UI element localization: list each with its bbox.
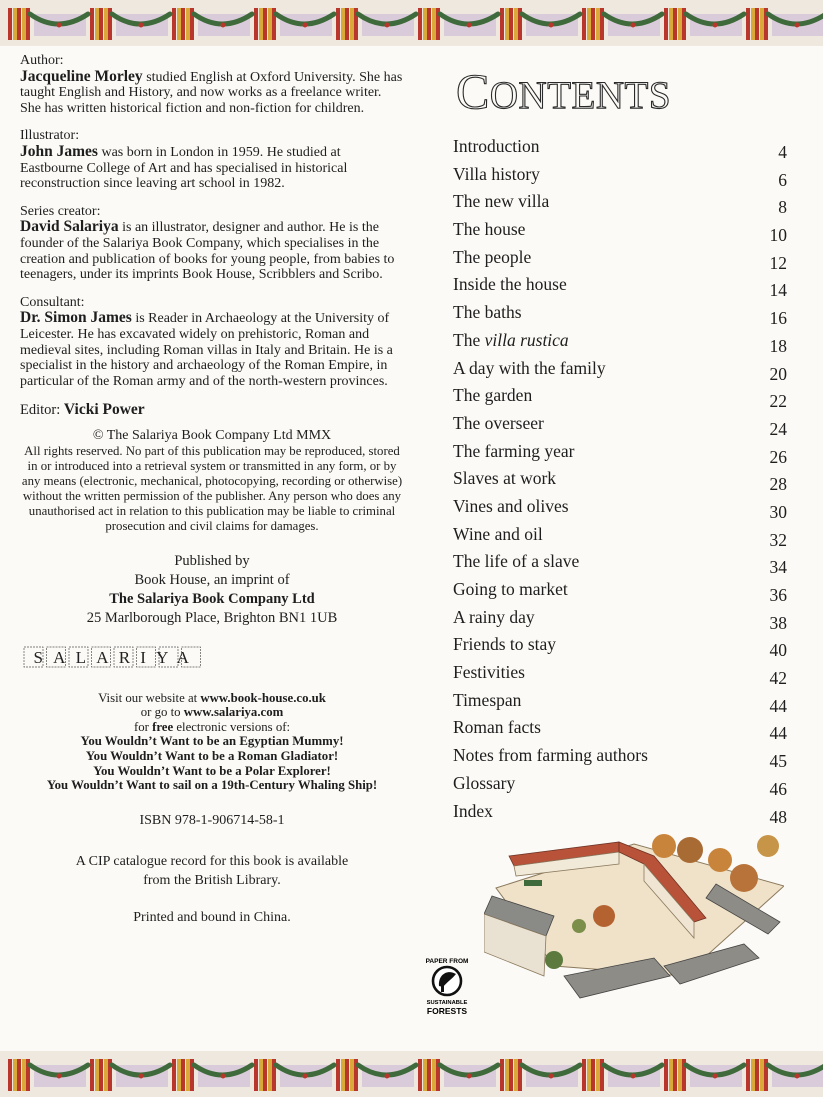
toc-page: 42 xyxy=(769,668,787,689)
toc-entry[interactable] xyxy=(447,662,787,690)
toc-entry[interactable] xyxy=(447,219,787,247)
toc-page: 38 xyxy=(769,612,787,633)
toc-title: Notes from farming authors xyxy=(453,745,648,766)
toc-title: The life of a slave xyxy=(453,551,580,572)
toc-entry[interactable] xyxy=(447,468,787,496)
toc-title: Timespan xyxy=(453,689,522,710)
toc-entry[interactable] xyxy=(447,496,787,524)
toc-page: 26 xyxy=(769,446,787,467)
toc-entry[interactable] xyxy=(447,191,787,219)
toc-title: Index xyxy=(453,800,493,821)
ebook-title: You Wouldn’t Want to be an Egyptian Mummy! xyxy=(80,734,344,749)
cip-record: A CIP catalogue record for this book is available from the British Library. xyxy=(75,853,349,888)
toc-entry[interactable] xyxy=(447,302,787,330)
copyright-text: All rights reserved. No part of this publication may be reproduced, stored in or introduced into a retrieval system or transmitted in any form, or by any means (electronic, mechanical, photocopying, recording or otherwise) without the written permission of the publisher. Any person who does any unauthorised act in relation to this publication may be liable to criminal prosecution and civil claims for damages. xyxy=(21,444,403,533)
toc-entry[interactable] xyxy=(447,801,787,829)
website-link[interactable]: www.book-house.co.uk xyxy=(200,690,326,705)
toc-title: The new villa xyxy=(453,191,550,212)
credit-role: Author: xyxy=(20,53,64,68)
credit-bio: is Reader in Archaeology at the University of Leicester. He has excavated widely on prehistoric, Roman and medieval sites, including Roman villas in Italy and Britain. He is a specialist in the history and archaeology of the Roman Empire, in particular of the Roman army and of the north-western provinces. xyxy=(20,311,393,389)
toc-entry[interactable] xyxy=(447,441,787,469)
paper-logo-bottom-text: SUSTAINABLE xyxy=(426,1000,468,1006)
paper-logo-top-text: PAPER FROM xyxy=(425,958,469,965)
toc-entry[interactable] xyxy=(447,164,787,192)
toc-entry[interactable] xyxy=(447,745,787,773)
toc-page: 46 xyxy=(769,778,787,799)
toc-entry[interactable] xyxy=(447,385,787,413)
table-of-contents xyxy=(447,136,787,828)
toc-title: Friends to stay xyxy=(453,634,557,655)
toc-page: 44 xyxy=(769,695,787,716)
toc-title: The baths xyxy=(453,302,522,323)
credit-bio: is an illustrator, designer and author. He is the founder of the Salariya Book Company, which specialises in the creation and publication of books for young people, from babies to teenagers, under its imprints Book House, Scribblers and Scribo. xyxy=(20,220,395,283)
toc-entry[interactable] xyxy=(447,773,787,801)
publisher-imprint: Book House, an imprint of xyxy=(134,571,290,588)
toc-entry[interactable] xyxy=(447,717,787,745)
toc-entry[interactable] xyxy=(447,690,787,718)
toc-entry[interactable] xyxy=(447,358,787,386)
villa-illustration xyxy=(484,826,784,1026)
toc-page: 14 xyxy=(769,280,787,301)
salariya-link[interactable]: www.salariya.com xyxy=(183,705,284,720)
toc-page: 36 xyxy=(769,585,787,605)
toc-title: Wine and oil xyxy=(453,523,543,544)
salariya-logo xyxy=(20,645,205,669)
toc-page: 16 xyxy=(769,308,787,329)
toc-entry[interactable] xyxy=(447,607,787,635)
credit-bio: studied English at Oxford University. She has taught English and History, and now works as a freelance writer. She has written historical fiction and non-fiction for children. xyxy=(20,69,403,116)
publisher-block xyxy=(20,552,404,628)
salariya-logo-text: SALARIYA xyxy=(33,647,200,667)
credit-role: Series creator: xyxy=(20,203,101,219)
published-by: Published by xyxy=(174,552,250,569)
toc-title: The farming year xyxy=(453,440,575,461)
toc-title: The villa rustica xyxy=(453,329,569,350)
toc-entry[interactable] xyxy=(447,524,787,552)
paper-logo-forests-text: FORESTS xyxy=(426,1006,468,1016)
toc-page: 20 xyxy=(769,363,787,384)
website-block: Visit our website at www.book-house.co.uk or go to www.salariya.com for free electronic versions of: You Wouldn’t Want to be an Egyptian Mummy! You Wouldn’t Want to be a Roman Gladiator! You Wouldn’t Want to be a Polar Explorer! You Wouldn’t Want to sail on a 19th-Century Whaling Ship! xyxy=(20,691,404,793)
toc-entry[interactable] xyxy=(447,551,787,579)
toc-page: 10 xyxy=(769,225,787,246)
toc-entry[interactable] xyxy=(447,136,787,164)
publisher-company: The Salariya Book Company Ltd xyxy=(109,590,315,607)
toc-page: 8 xyxy=(778,197,787,218)
isbn: ISBN 978-1-906714-58-1 xyxy=(139,812,285,828)
toc-title: Inside the house xyxy=(453,274,567,295)
decorative-border-top xyxy=(0,0,823,46)
credits-column xyxy=(20,53,404,926)
toc-page: 4 xyxy=(778,142,787,162)
toc-entry[interactable] xyxy=(447,579,787,607)
toc-title: Vines and olives xyxy=(453,495,569,516)
editor-name: Vicki Power xyxy=(63,401,145,419)
publisher-address: 25 Marlborough Place, Brighton BN1 1UB xyxy=(86,609,338,626)
toc-page: 48 xyxy=(769,806,787,827)
toc-title: The people xyxy=(453,246,532,267)
toc-page: 44 xyxy=(769,723,787,744)
toc-page: 12 xyxy=(769,252,787,273)
credit-role: Illustrator: xyxy=(20,128,80,144)
toc-entry[interactable] xyxy=(447,247,787,275)
toc-page: 34 xyxy=(769,557,787,578)
toc-page: 24 xyxy=(769,418,787,439)
toc-title: Villa history xyxy=(453,163,540,184)
toc-page: 40 xyxy=(769,640,787,661)
printed-in: Printed and bound in China. xyxy=(133,909,291,925)
toc-title: Introduction xyxy=(453,136,540,156)
toc-page: 6 xyxy=(778,169,787,190)
credit-1 xyxy=(20,128,404,191)
toc-page: 28 xyxy=(769,474,787,495)
ebook-title: You Wouldn’t Want to be a Polar Explorer! xyxy=(93,763,331,778)
ebook-title: You Wouldn’t Want to sail on a 19th-Century Whaling Ship! xyxy=(46,778,378,793)
toc-entry[interactable] xyxy=(447,330,787,358)
copyright-line: © The Salariya Book Company Ltd MMX xyxy=(92,428,332,444)
toc-title: Slaves at work xyxy=(453,468,557,489)
sustainable-forests-logo xyxy=(414,954,480,1016)
toc-title: Festivities xyxy=(453,662,525,683)
credit-role: Consultant: xyxy=(20,294,85,310)
credit-0 xyxy=(20,53,404,116)
toc-title: The house xyxy=(453,219,526,240)
toc-entry[interactable] xyxy=(447,274,787,302)
toc-title: A rainy day xyxy=(453,606,535,627)
decorative-border-bottom xyxy=(0,1051,823,1097)
editor-label: Editor: xyxy=(20,402,61,419)
credit-bio: was born in London in 1959. He studied at Eastbourne College of Art and has specialised in historical reconstruction since leaving art school in 1982. xyxy=(20,144,348,192)
toc-page: 18 xyxy=(769,335,787,356)
copyright-block xyxy=(20,429,404,533)
credit-name: Jacqueline Morley xyxy=(20,67,143,85)
toc-page: 22 xyxy=(769,391,787,412)
editor-credit xyxy=(20,401,404,419)
credit-2 xyxy=(20,204,404,283)
toc-title: Roman facts xyxy=(453,717,541,738)
toc-title: The overseer xyxy=(453,412,544,433)
toc-title: Glossary xyxy=(453,772,516,793)
toc-entry[interactable] xyxy=(447,634,787,662)
credit-name: David Salariya xyxy=(20,218,119,236)
toc-title: Going to market xyxy=(453,579,568,599)
toc-page: 30 xyxy=(769,501,787,522)
toc-title: The garden xyxy=(453,385,533,406)
toc-page: 45 xyxy=(769,751,787,772)
toc-entry[interactable] xyxy=(447,413,787,441)
toc-title: A day with the family xyxy=(453,357,606,378)
contents-heading: CONTENTS xyxy=(456,63,672,119)
credit-3 xyxy=(20,295,404,390)
credit-name: John James xyxy=(20,142,98,160)
ebook-title: You Wouldn’t Want to be a Roman Gladiator! xyxy=(85,749,339,763)
credit-name: Dr. Simon James xyxy=(20,309,132,327)
toc-page: 32 xyxy=(769,529,787,550)
